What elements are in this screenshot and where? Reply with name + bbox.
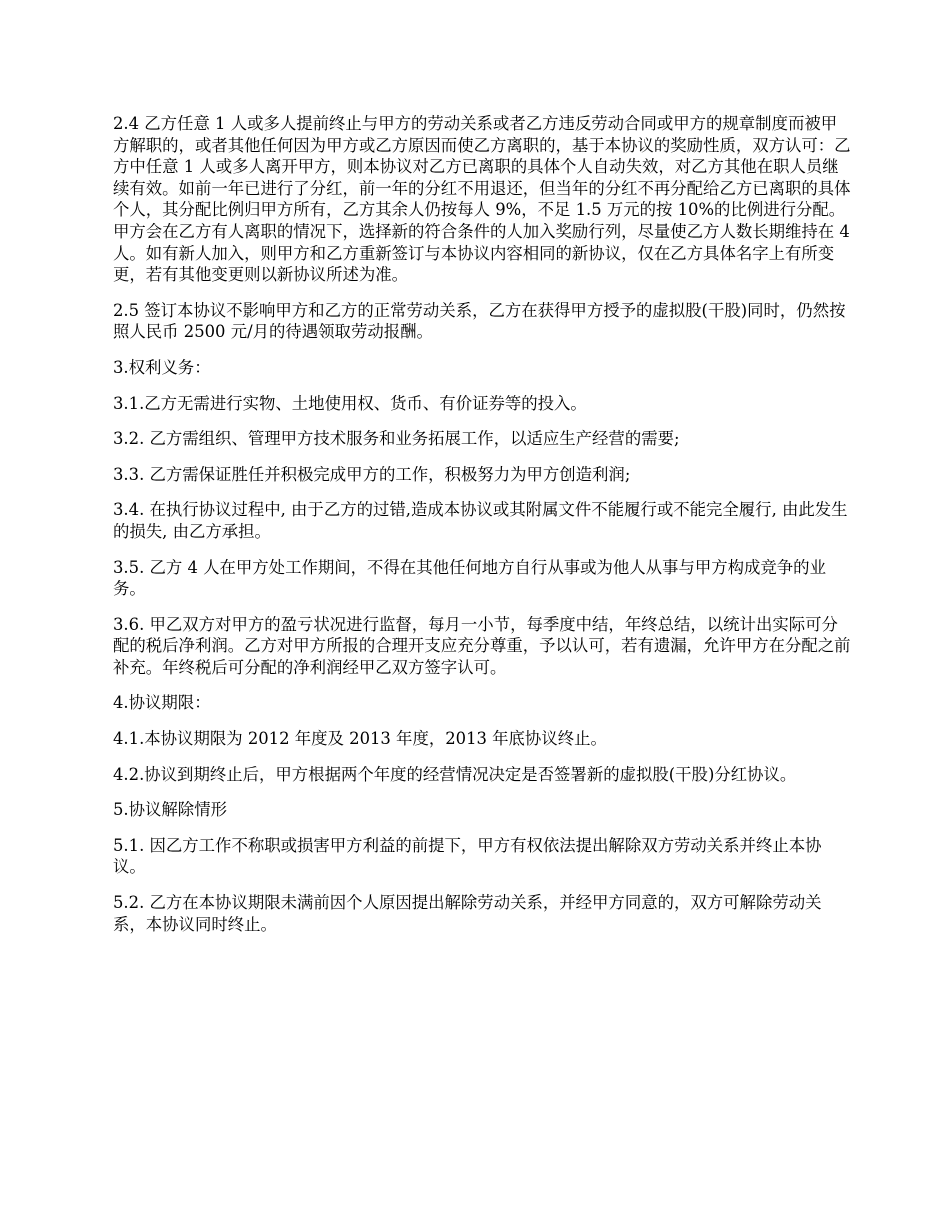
- document-page: [113, 113, 853, 949]
- section-4-heading: 4.协议期限：: [113, 693, 211, 713]
- clause-5-2: 5.2. 乙方在本协议期限未满前因个人原因提出解除劳动关系，并经甲方同意的，双方可解除劳动关系，本协议同时终止。: [113, 893, 822, 934]
- clause-3-5: 3.5. 乙方 4 人在甲方处工作期间，不得在其他任何地方自行从事或为他人从事与甲方构成竞争的业务。: [113, 557, 826, 599]
- section-3-heading: 3.权利义务：: [113, 357, 211, 377]
- clause-5-1: 5.1. 因乙方工作不称职或损害甲方利益的前提下，甲方有权依法提出解除双方劳动关系并终止本协议。: [113, 835, 822, 877]
- clause-3-1: 3.1.乙方无需进行实物、土地使用权、货币、有价证券等的投入。: [113, 393, 587, 413]
- section-5-heading: 5.协议解除情形: [113, 800, 227, 820]
- clause-2-4: 2.4 乙方任意 1 人或多人提前终止与甲方的劳动关系或者乙方违反劳动合同或甲方的规章制度而被甲方解职的，或者其他任何因为甲方或乙方原因而使乙方离职的，基于本协议的奖励性质，双方认可：乙方中任意 1 人或多人离开甲方，则本协议对乙方已离职的具体个人自动失效，对乙方其他在职人员继续有效。如前一年已进行了分红，前一年的分红不用退还，但当年的分红不再分配给乙方已离职的具体个人，其分配比例归甲方所有，乙方其余人仍按每人 9%，不足 1.5 万元的按 10%的比例进行分配。甲方会在乙方有人离职的情况下，选择新的符合条件的人加入奖励行列，尽量使乙方人数长期维持在 4 人。如有新人加入，则甲方和乙方重新签订与本协议内容相同的新协议，仅在乙方具体名字上有所变更，若有其他变更则以新协议所述为准。: [113, 114, 851, 285]
- clause-2-5: 2.5 签订本协议不影响甲方和乙方的正常劳动关系，乙方在获得甲方授予的虚拟股(干股)同时，仍然按照人民币 2500 元/月的待遇领取劳动报酬。: [113, 300, 846, 342]
- clause-3-6: 3.6. 甲乙双方对甲方的盈亏状况进行监督，每月一小节，每季度中结，年终总结，以统计出实际可分配的税后净利润。乙方对甲方所报的合理开支应充分尊重，予以认可，若有遗漏，允许甲方在分配之前补充。年终税后可分配的净利润经甲乙双方签字认可。: [113, 614, 851, 677]
- clause-4-2: 4.2.协议到期终止后，甲方根据两个年度的经营情况决定是否签署新的虚拟股(干股)分红协议。: [113, 764, 797, 784]
- clause-4-1: 4.1.本协议期限为 2012 年度及 2013 年度，2013 年底协议终止。: [113, 729, 607, 749]
- clause-3-4: 3.4. 在执行协议过程中, 由于乙方的过错,造成本协议或其附属文件不能履行或不能完全履行, 由此发生的损失, 由乙方承担。: [113, 500, 848, 541]
- clause-3-2: 3.2. 乙方需组织、管理甲方技术服务和业务拓展工作，以适应生产经营的需要;: [113, 429, 680, 449]
- clause-3-3: 3.3. 乙方需保证胜任并积极完成甲方的工作，积极努力为甲方创造利润;: [113, 464, 631, 484]
